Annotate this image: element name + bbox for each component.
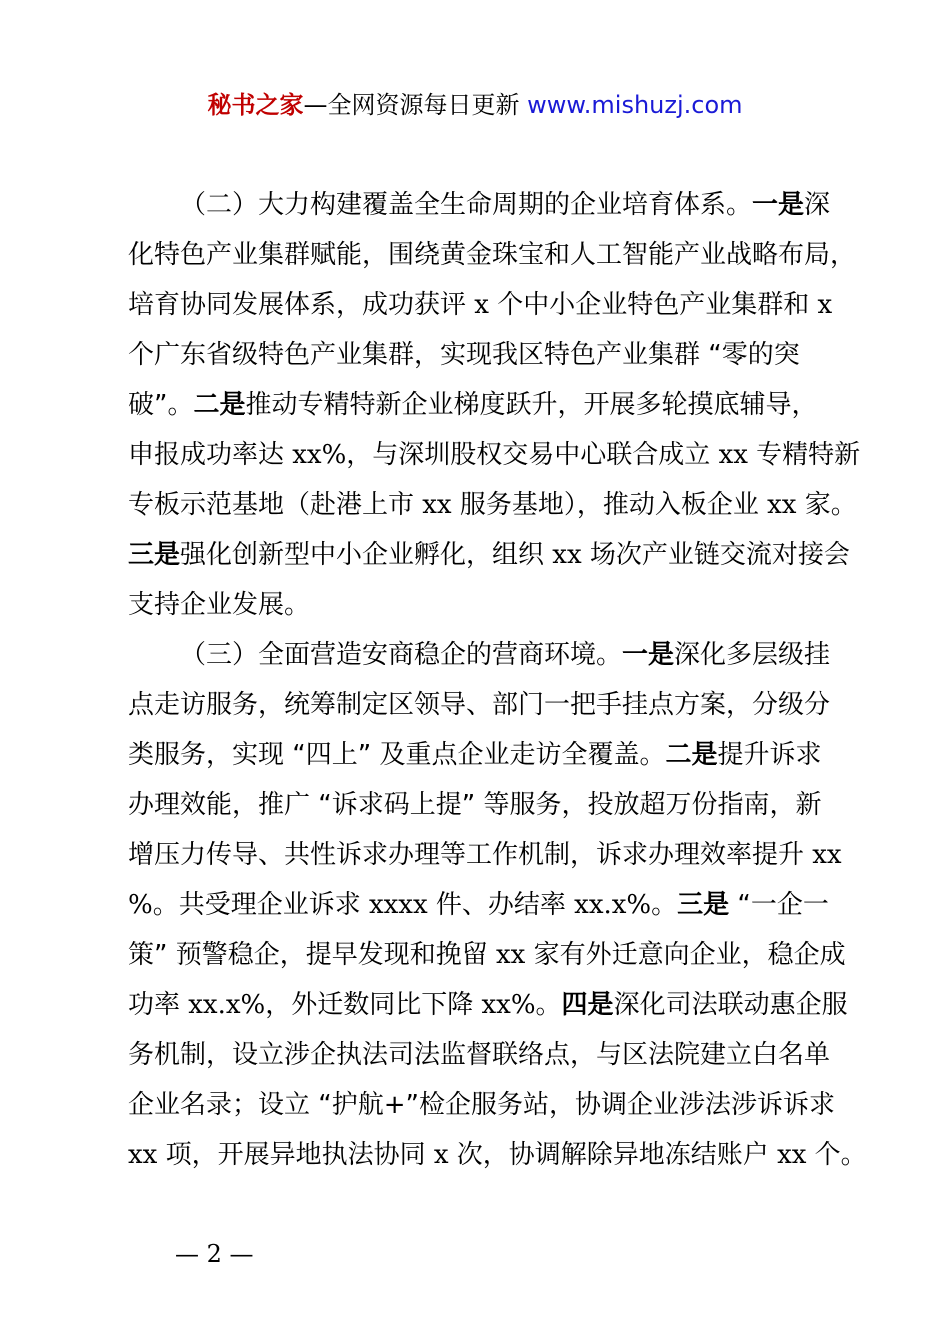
text-line: 培育协同发展体系，成功获评 x 个中小企业特色产业集群和 x xyxy=(128,290,833,320)
text-line: 申报成功率达 xx%，与深圳股权交易中心联合成立 xx 专精特新 xyxy=(128,440,861,470)
document-body xyxy=(128,180,867,1180)
text-line: 化特色产业集群赋能，围绕黄金珠宝和人工智能产业战略布局， xyxy=(128,240,857,270)
site-url-link[interactable]: www.mishuzj.com xyxy=(527,91,743,119)
text-line: 类服务，实现 “四上” 及重点企业走访全覆盖。二是提升诉求 xyxy=(128,740,822,770)
paragraph-section-2 xyxy=(128,180,861,630)
text-line: 增压力传导、共性诉求办理等工作机制，诉求办理效率提升 xx xyxy=(128,840,842,870)
text-line: 办理效能，推广 “诉求码上提” 等服务，投放超万份指南，新 xyxy=(128,790,822,820)
text-line: 务机制，设立涉企执法司法监督联络点，与区法院建立白名单 xyxy=(128,1040,831,1070)
text-line: 支持企业发展。 xyxy=(128,590,311,620)
text-line: （三）全面营造安商稳企的营商环境。一是深化多层级挂 xyxy=(180,640,831,670)
text-line: 企业名录；设立 “护航+”检企服务站，协调企业涉法涉诉诉求 xyxy=(128,1090,835,1120)
page-number: — 2 — xyxy=(175,1240,254,1268)
site-header xyxy=(0,88,950,122)
text-line: 点走访服务，统筹制定区领导、部门一把手挂点方案，分级分 xyxy=(128,690,831,720)
text-line: 三是强化创新型中小企业孵化，组织 xx 场次产业链交流对接会 xyxy=(128,540,850,570)
text-line: （二）大力构建覆盖全生命周期的企业培育体系。一是深 xyxy=(180,190,831,220)
text-line: 策” 预警稳企，提早发现和挽留 xx 家有外迁意向企业，稳企成 xyxy=(128,940,846,970)
text-line: 个广东省级特色产业集群，实现我区特色产业集群 “零的突 xyxy=(128,340,800,370)
site-name: 秘书之家 xyxy=(207,91,304,119)
text-line: 破”。二是推动专精特新企业梯度跃升，开展多轮摸底辅导， xyxy=(128,390,818,420)
text-line: 专板示范基地（赴港上市 xx 服务基地），推动入板企业 xx 家。 xyxy=(128,490,857,520)
text-line: 功率 xx.x%，外迁数同比下降 xx%。四是深化司法联动惠企服 xyxy=(128,990,848,1020)
site-tagline: —全网资源每日更新 xyxy=(303,91,528,119)
paragraph-section-3 xyxy=(128,630,867,1180)
text-line: xx 项，开展异地执法协同 x 次，协调解除异地冻结账户 xx 个。 xyxy=(128,1140,867,1170)
text-line: %。共受理企业诉求 xxxx 件、办结率 xx.x%。三是 “一企一 xyxy=(128,890,829,920)
